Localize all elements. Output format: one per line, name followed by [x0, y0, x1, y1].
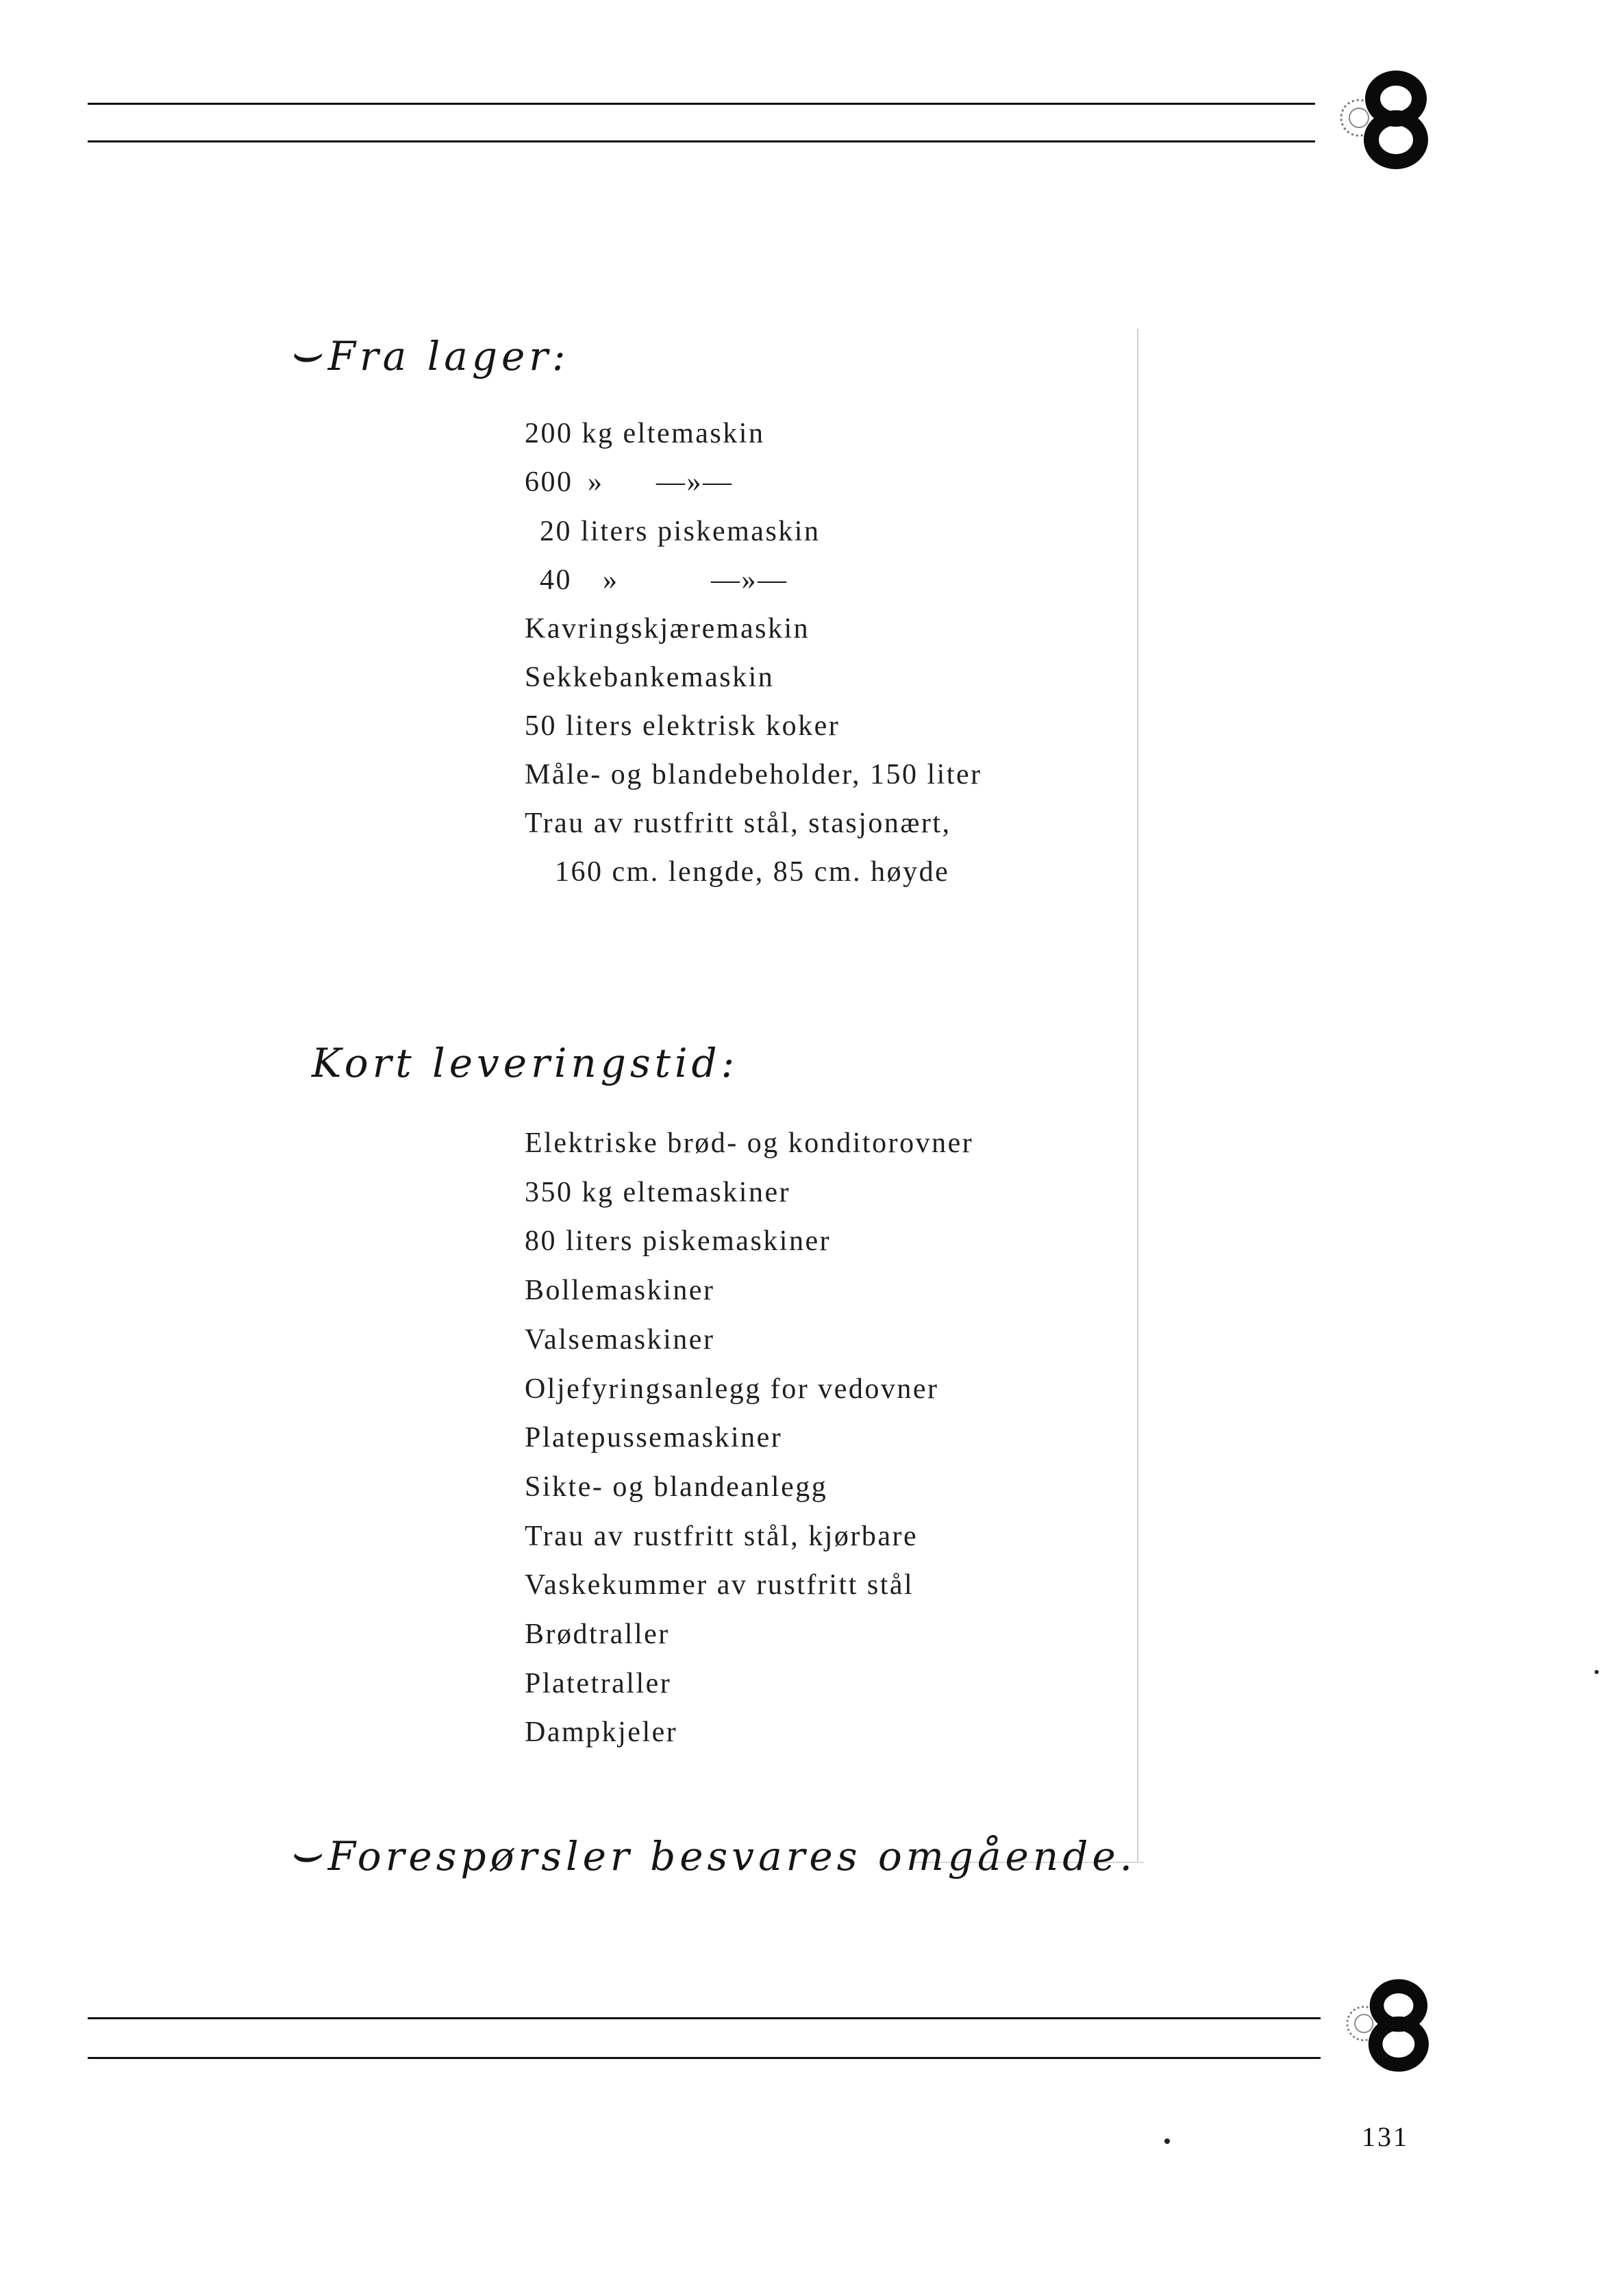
list-item: Måle- og blandebeholder, 150 liter: [525, 759, 982, 790]
speck: [1595, 1670, 1599, 1674]
list-item: Platetraller: [525, 1667, 672, 1699]
swash-ornament: ⌣: [288, 1823, 325, 1882]
list-item: 50 liters elektrisk koker: [525, 710, 840, 742]
list-item: Vaskekummer av rustfritt stål: [525, 1569, 914, 1601]
closing-line: [288, 1823, 1137, 1882]
list-item: 20 liters piskemaskin: [540, 516, 821, 547]
list-item: Sekkebankemaskin: [525, 662, 775, 693]
section-heading-stock-text: Fra lager:: [327, 333, 570, 379]
section-heading-stock: [288, 323, 570, 382]
list-item: Oljefyringsanlegg for vedovner: [525, 1373, 939, 1405]
list-item: 200 kg eltemaskin: [525, 418, 765, 449]
header-rule-bottom: [88, 140, 1315, 142]
list-item: Trau av rustfritt stål, stasjonært,: [525, 808, 951, 839]
footer-rule-bottom: [88, 2057, 1321, 2059]
header-rule-top: [88, 103, 1315, 105]
closing-text: Forespørsler besvares omgående.: [327, 1833, 1137, 1880]
list-item: Trau av rustfritt stål, kjørbare: [525, 1520, 919, 1552]
list-item: Bollemaskiner: [525, 1275, 715, 1307]
list-item: Platepussemaskiner: [525, 1422, 783, 1454]
page-number: 131: [1362, 2121, 1409, 2152]
swash-ornament: ⌣: [288, 323, 325, 382]
list-item: Kavringskjæremaskin: [525, 613, 810, 645]
section-heading-short: [312, 1040, 739, 1086]
list-item: Dampkjeler: [525, 1717, 678, 1749]
list-item: 350 kg eltemaskiner: [525, 1176, 791, 1208]
list-item: 600 » —»—: [525, 466, 734, 498]
bakery-emblem-icon: [1336, 1974, 1438, 2077]
bakery-emblem-icon: [1329, 68, 1438, 171]
footer-rule-top: [88, 2017, 1321, 2019]
section-heading-short-text: Kort leveringstid:: [312, 1040, 739, 1086]
list-item: 80 liters piskemaskiner: [525, 1225, 832, 1258]
list-item: Valsemaskiner: [525, 1323, 715, 1356]
margin-rule: [1137, 329, 1138, 1863]
list-item: 160 cm. lengde, 85 cm. høyde: [555, 856, 950, 888]
list-item: Sikte- og blandeanlegg: [525, 1471, 828, 1503]
list-item: Brødtraller: [525, 1619, 670, 1650]
list-item: 40 » —»—: [540, 564, 788, 596]
list-item: Elektriske brød- og konditorovner: [525, 1127, 974, 1159]
speck: [1164, 2138, 1170, 2144]
